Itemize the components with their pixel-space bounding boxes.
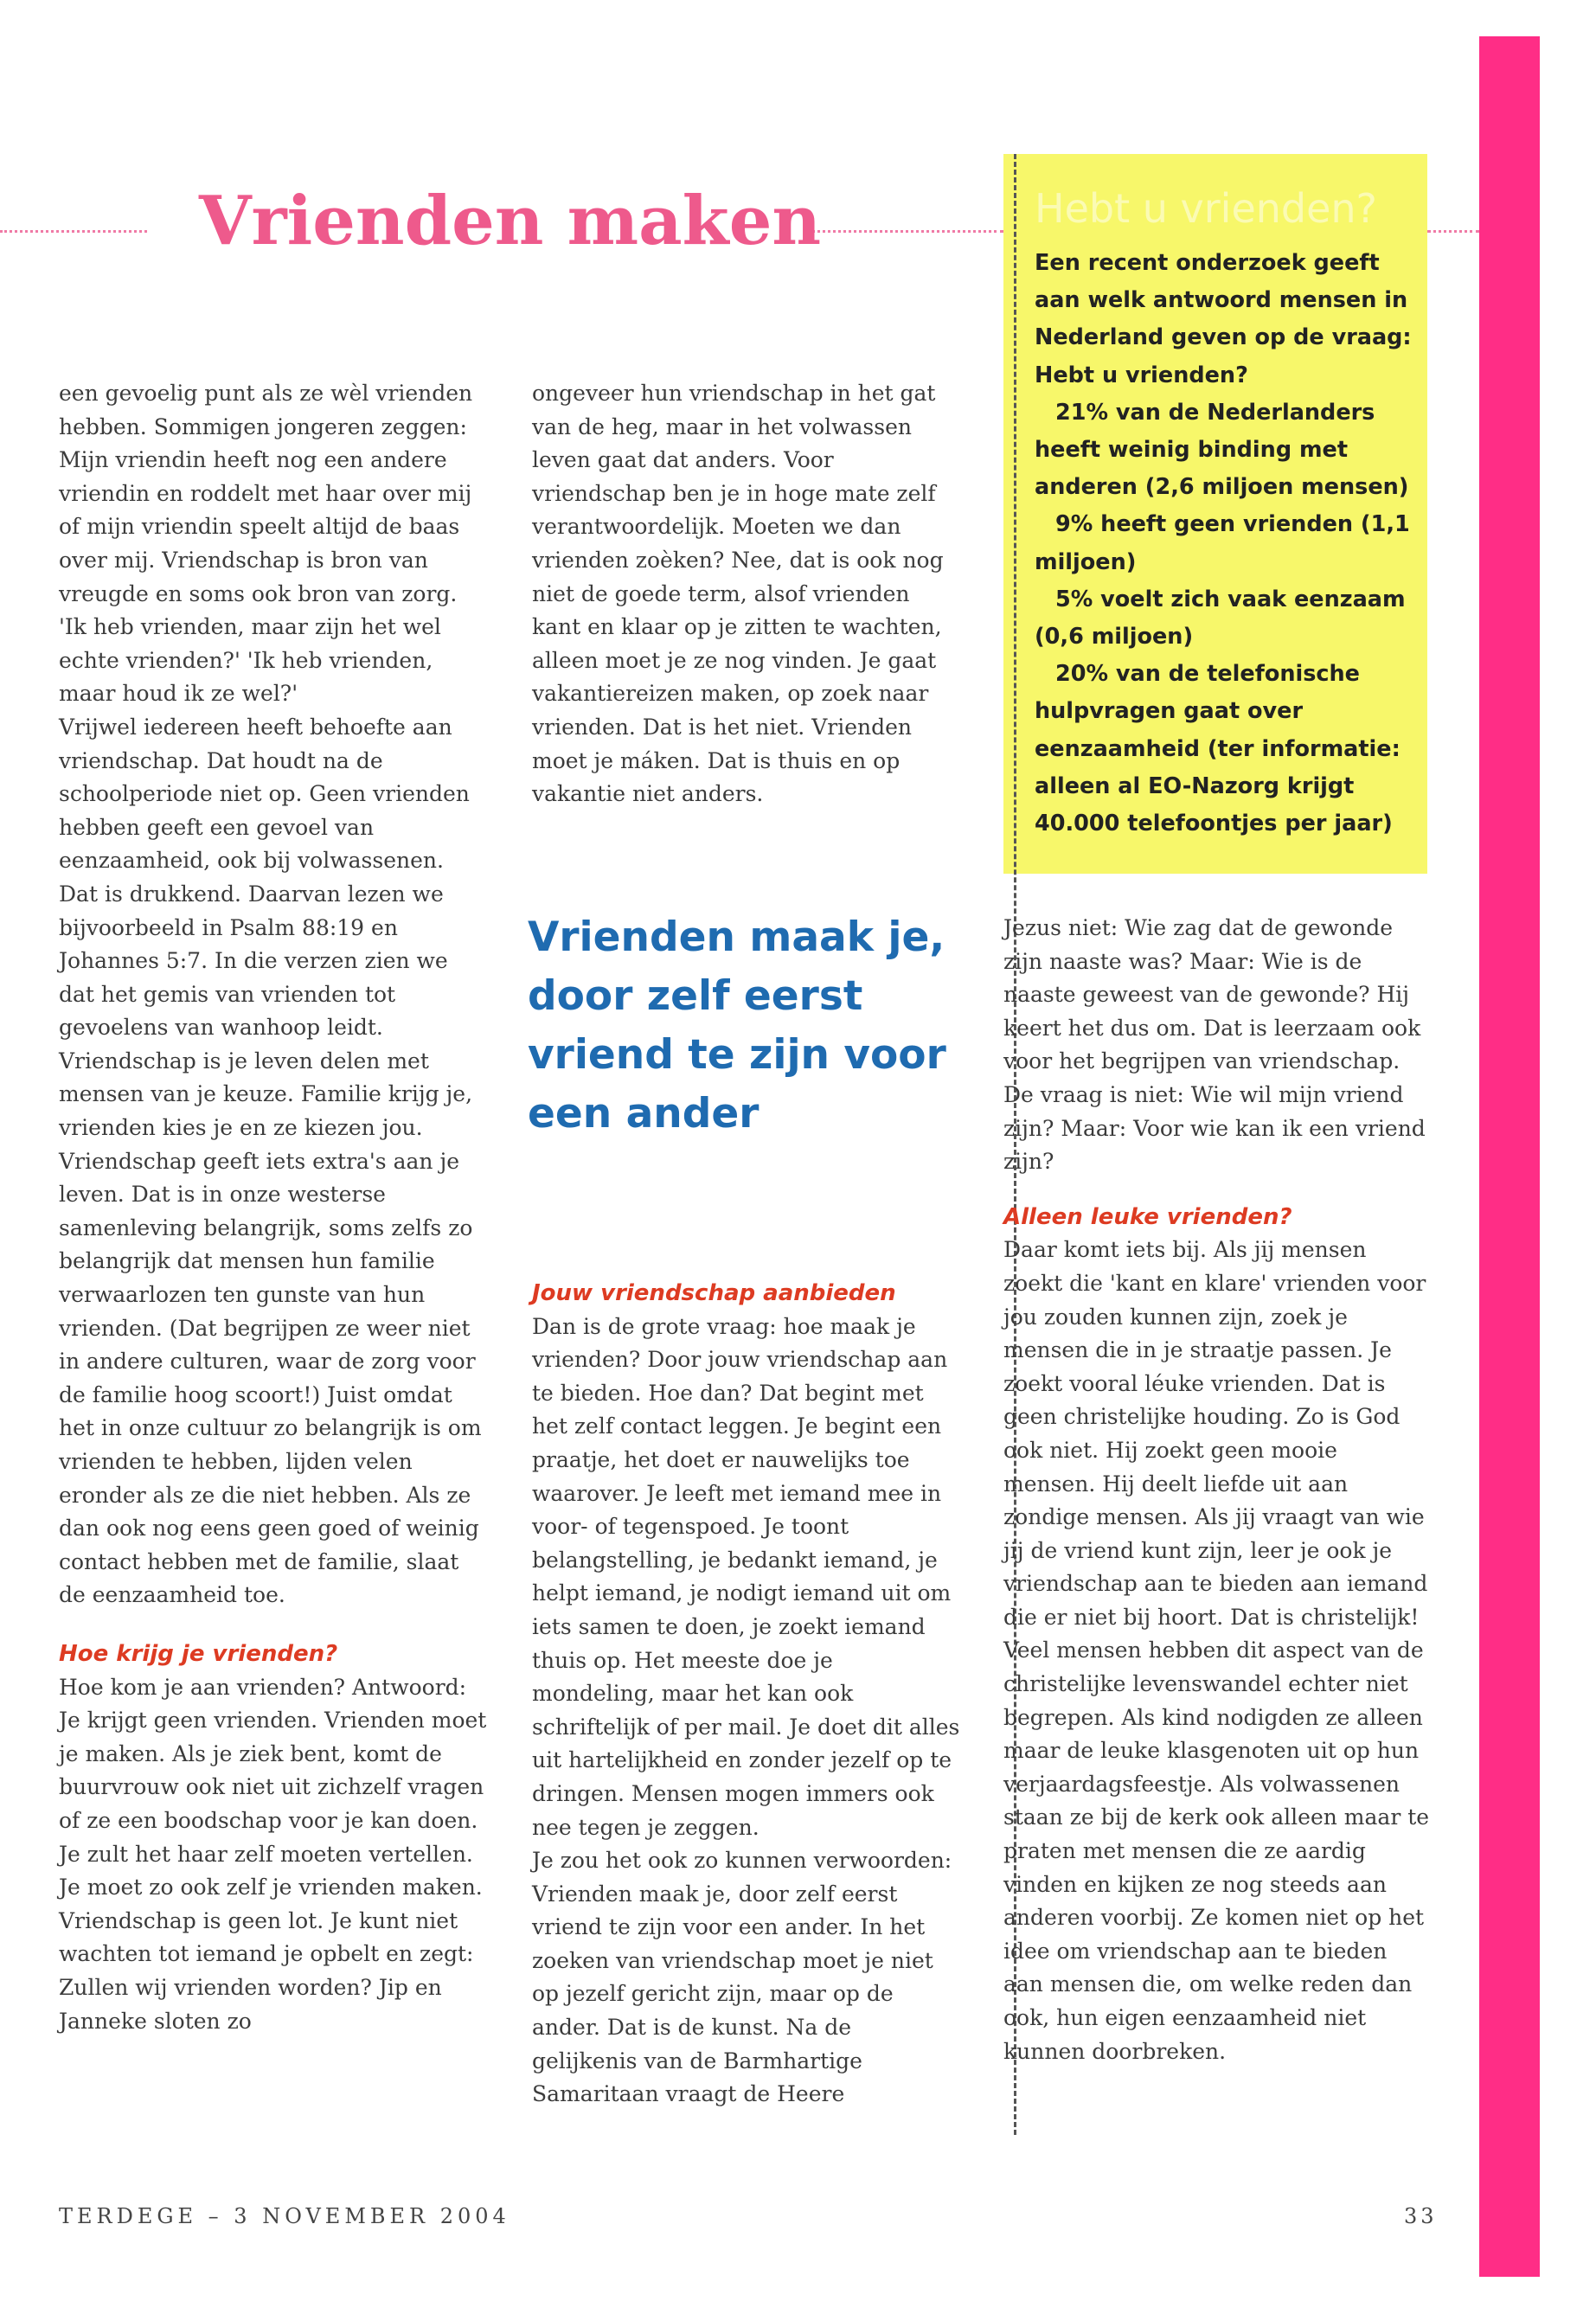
page-number: 33	[1404, 2204, 1438, 2228]
paragraph: Hoe kom je aan vrienden? Antwoord: Je krijgt geen vrienden. Vrienden moet je maken. Als je ziek bent, komt de buurvrouw ook niet uit zichzelf vragen of ze een boodschap voor je kan doen. Je zult het haar zelf moeten vertellen. Je moet zo ook zelf je vrienden maken. Vriendschap is geen lot. Je kunt niet wachten tot iemand je opbelt en zegt: Zullen wij vrienden worden? Jip en Janneke sloten zo	[59, 1674, 487, 2034]
subheading-jouw-vriendschap-aanbieden: Jouw vriendschap aanbieden	[532, 1280, 896, 1306]
paragraph: een gevoelig punt als ze wèl vrienden hebben. Sommigen jongeren zeggen: Mijn vriendin heeft nog een andere vriendin en roddelt met haar over mij of mijn vriendin speelt altijd de baas over mij. Vriendschap is bron van vreugde en soms ook bron van zorg. 'Ik heb vrienden, maar zijn het wel echte vrienden?' 'Ik heb vrienden, maar houd ik ze wel?'	[59, 381, 473, 707]
sidebar-intro: Een recent onderzoek geeft aan welk antwoord mensen in Nederland geven op de vraag: Hebt u vrienden?	[1035, 250, 1412, 388]
pull-quote-text: Vrienden maak je, door zelf eerst vriend te zijn voor een ander	[528, 913, 946, 1138]
subheading-hoe-krijg-je-vrienden: Hoe krijg je vrienden?	[59, 1640, 338, 1667]
paragraph: ongeveer hun vriendschap in het gat van de heg, maar in het volwassen leven gaat dat anders. Voor vriendschap ben je in hoge mate zelf verantwoordelijk. Moeten we dan vrienden zoèken? Nee, dat is ook nog niet de goede term, alsof vrienden kant en klaar op je zitten te wachten, alleen moet je ze nog vinden. Je gaat vakantiereizen maken, op zoek naar vrienden. Dat is het niet. Vrienden moet je máken. Dat is thuis en op vakantie niet anders.	[532, 381, 944, 807]
title-rule-far-right	[1427, 230, 1479, 233]
article-column-3	[1003, 912, 1432, 2068]
paragraph: Vrijwel iedereen heeft behoefte aan vriendschap. Dat houdt na de schoolperiode niet op. Geen vrienden hebben geeft een gevoel van eenzaamheid, ook bij volwassenen. Dat is drukkend. Daarvan lezen we bijvoorbeeld in Psalm 88:19 en Johannes 5:7. In die verzen zien we dat het gemis van vrienden tot gevoelens van wanhoop leidt.	[59, 714, 470, 1041]
title-rule-right	[811, 230, 1003, 233]
article-column-1	[59, 377, 487, 2038]
sidebar-stat: 5% voelt zich vaak eenzaam (0,6 miljoen)	[1035, 586, 1406, 651]
article-column-2-bottom	[532, 1277, 960, 2112]
paragraph: Jezus niet: Wie zag dat de gewonde zijn naaste was? Maar: Wie is de naaste geweest van de gewonde? Hij keert het dus om. Dat is leerzaam ook voor het begrijpen van vriendschap. De vraag is niet: Wie wil mijn vriend zijn? Maar: Voor wie kan ik een vriend zijn?	[1003, 915, 1426, 1175]
sidebar-body	[1035, 245, 1415, 843]
footer-magazine-date: TERDEGE – 3 NOVEMBER 2004	[59, 2204, 510, 2228]
title-rule-left	[0, 230, 147, 233]
paragraph: Daar komt iets bij. Als jij mensen zoekt die 'kant en klare' vrienden voor jou zouden kunnen zijn, zoek je mensen die in je straatje passen. Je zoekt vooral léuke vrienden. Dat is geen christelijke houding. Zo is God ook niet. Hij zoekt geen mooie mensen. Hij deelt liefde uit aan zondige mensen. Als jij vraagt van wie jij de vriend kunt zijn, leer je ook je vriendschap aan te bieden aan iemand die er niet bij hoort. Dat is christelijk! Veel mensen hebben dit aspect van de christelijke levenswandel echter niet begrepen. Als kind nodigden ze alleen maar de leuke klasgenoten uit op hun verjaardagsfeestje. Als volwassenen staan ze bij de kerk ook alleen maar te praten met mensen die ze aardig vinden en kijken ze nog steeds aan anderen voorbij. Ze komen niet op het idee om vriendschap aan te bieden aan mensen die, om welke reden dan ook, hun eigen eenzaamheid niet kunnen doorbreken.	[1003, 1237, 1430, 2064]
article-title: Vrienden maken	[199, 182, 822, 260]
paragraph: Dan is de grote vraag: hoe maak je vrienden? Door jouw vriendschap aan te bieden. Hoe dan? Dat begint met het zelf contact leggen. Je begint een praatje, het doet er nauwelijks toe waarover. Je leeft met iemand mee in voor- of tegenspoed. Je toont belangstelling, je bedankt iemand, je helpt iemand, je nodigt iemand uit om iets samen te doen, je zoekt iemand thuis op. Het meeste doe je mondeling, maar het kan ook schriftelijk of per mail. Je doet dit alles uit hartelijkheid en zonder jezelf op te dringen. Mensen mogen immers ook nee tegen je zeggen.	[532, 1313, 960, 1840]
page-edge-accent-bar	[1479, 36, 1540, 2277]
subheading-alleen-leuke-vrienden: Alleen leuke vrienden?	[1003, 1203, 1292, 1230]
sidebar-stat: 21% van de Nederlanders heeft weinig binding met anderen (2,6 miljoen mensen)	[1035, 399, 1409, 501]
article-column-2-top	[532, 377, 960, 811]
sidebar-title: Hebt u vrienden?	[1035, 185, 1377, 232]
paragraph: Je zou het ook zo kunnen verwoorden: Vrienden maak je, door zelf eerst vriend te zijn voor een ander. In het zoeken van vriendschap moet je niet op jezelf gericht zijn, maar op de ander. Dat is de kunst. Na de gelijkenis van de Barmhartige Samaritaan vraagt de Heere	[532, 1848, 952, 2107]
sidebar-stat: 20% van de telefonische hulpvragen gaat over eenzaamheid (ter informatie: alleen al EO-Nazorg krijgt 40.000 telefoontjes per jaar)	[1035, 661, 1401, 837]
pull-quote	[528, 908, 960, 1144]
sidebar-stat: 9% heeft geen vrienden (1,1 miljoen)	[1035, 511, 1410, 575]
paragraph: Vriendschap is je leven delen met mensen van je keuze. Familie krijg je, vrienden kies je en ze kiezen jou. Vriendschap geeft iets extra's aan je leven. Dat is in onze westerse samenleving belangrijk, soms zelfs zo belangrijk dat mensen hun familie verwaarlozen ten gunste van hun vrienden. (Dat begrijpen ze weer niet in andere culturen, waar de zorg voor de familie hoog scoort!) Juist omdat het in onze cultuur zo belangrijk is om vrienden te hebben, lijden velen eronder als ze die niet hebben. Als ze dan ook nog eens geen goed of weinig contact hebben met de familie, slaat de eenzaamheid toe.	[59, 1048, 482, 1608]
